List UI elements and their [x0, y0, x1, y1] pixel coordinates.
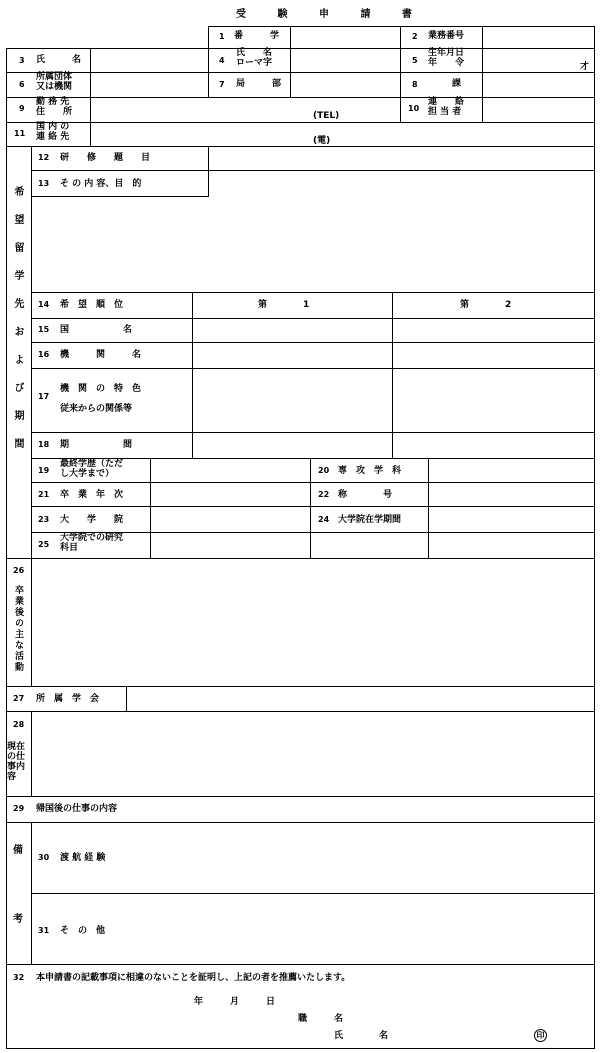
rule	[6, 48, 594, 49]
field-label-contact-sub: 担 当 者	[428, 107, 462, 117]
rule	[482, 26, 483, 122]
rule	[31, 342, 594, 343]
field-label-major: 専 攻 学 科	[338, 466, 402, 476]
rule	[208, 26, 209, 97]
field-label-preference-rank: 希 望 順 位	[60, 300, 124, 310]
rule	[31, 292, 594, 293]
field-label-contact: 連 絡	[428, 97, 465, 107]
field-label-grad-research-subject: 大学院での研究	[60, 533, 124, 543]
field-label-section: 課	[452, 79, 462, 89]
rule	[31, 170, 594, 171]
field-number: 5	[412, 56, 418, 65]
field-number: 3	[19, 56, 25, 65]
field-label-final-education: 最終学歴（ただ	[60, 459, 124, 469]
rule	[6, 122, 594, 123]
rule	[31, 432, 594, 433]
field-number: 29	[13, 804, 25, 813]
field-number: 7	[219, 80, 225, 89]
field-label-institution: 機 関 名	[60, 350, 142, 360]
field-label-age: 年 令	[428, 58, 465, 68]
field-label-current-work: 現在の仕事内容	[7, 742, 26, 782]
rule	[31, 368, 594, 369]
certification-date: 年 月 日	[194, 997, 276, 1007]
field-label-post-graduation-activities: 卒業後の主な活動	[13, 585, 23, 673]
field-number: 11	[14, 129, 26, 138]
field-label-name: 氏 名	[36, 55, 82, 65]
field-label-department: 局 部	[236, 79, 282, 89]
rule	[6, 48, 7, 1048]
field-label-research-topic: 研 修 題 目	[60, 153, 151, 163]
rule	[31, 893, 594, 894]
rule	[6, 822, 594, 823]
rule	[6, 72, 594, 73]
field-label-institution-features: 機 関 の 特 色	[60, 384, 142, 394]
field-number: 14	[38, 300, 50, 309]
field-label-domestic-contact: 国 内 の	[36, 122, 70, 132]
field-number: 20	[318, 466, 330, 475]
field-label-final-education-sub: し大学まで）	[60, 469, 115, 479]
rule	[392, 292, 393, 458]
field-number: 26	[13, 566, 25, 575]
rule	[31, 558, 32, 686]
certifier-name: 氏 名	[334, 1031, 389, 1041]
field-label-content-purpose: そ の 内 容、目 的	[60, 179, 142, 189]
field-number: 31	[38, 926, 50, 935]
field-label-organization: 所属団体	[36, 72, 73, 82]
field-number: 4	[219, 56, 225, 65]
age-unit: 才	[580, 62, 590, 72]
field-number: 21	[38, 490, 50, 499]
field-number: 30	[38, 853, 50, 862]
first-choice-header: 第 1	[258, 300, 310, 310]
field-label-degree: 称 号	[338, 490, 393, 500]
field-label-graduate-school: 大 学 院	[60, 515, 124, 525]
rule	[400, 26, 401, 122]
field-number: 28	[13, 720, 25, 729]
side-label-study-destination: 希望留学先および期間	[12, 186, 23, 466]
rule	[31, 196, 209, 197]
remarks-side-label-bottom: 考	[13, 914, 23, 925]
field-number: 27	[13, 694, 25, 703]
field-label-grad-school-period: 大学院在学期間	[338, 515, 402, 525]
field-label-post-return-work: 帰国後の仕事の内容	[36, 804, 118, 814]
field-number: 22	[318, 490, 330, 499]
field-label-prior-relations: 従来からの関係等	[60, 404, 133, 414]
seal-mark: 印	[534, 1029, 547, 1042]
rule	[6, 964, 594, 965]
field-number: 25	[38, 540, 50, 549]
rule	[208, 146, 209, 170]
field-number: 6	[19, 80, 25, 89]
field-label-organization-sub: 又は機関	[36, 82, 73, 92]
certification-statement: 本申請書の記載事項に相違のないことを証明し、上記の者を推薦いたします。	[36, 973, 351, 983]
rule	[6, 97, 594, 98]
field-label-birthdate: 生年月日	[428, 48, 465, 58]
field-number: 12	[38, 153, 50, 162]
rule	[594, 26, 595, 1048]
field-number: 10	[408, 104, 420, 113]
rule	[31, 711, 32, 796]
field-label-period: 期 間	[60, 440, 133, 450]
rule	[192, 292, 193, 458]
rule	[126, 686, 127, 711]
field-number: 16	[38, 350, 50, 359]
field-label-work-address-sub: 住 所	[36, 107, 73, 117]
rule	[6, 558, 594, 559]
rule	[6, 711, 594, 712]
rule	[31, 318, 594, 319]
field-label-business-number: 業務番号	[428, 31, 465, 41]
field-label-name-roman: 氏 名	[236, 48, 273, 58]
field-label-name-roman-sub: ローマ字	[236, 58, 273, 68]
field-number: 9	[19, 104, 25, 113]
rule	[310, 458, 311, 558]
tel-label: (電)	[313, 136, 331, 146]
field-label-graduation-year: 卒 業 年 次	[60, 490, 124, 500]
second-choice-header: 第 2	[460, 300, 512, 310]
rule	[31, 506, 594, 507]
rule	[6, 686, 594, 687]
field-label-domestic-contact-sub: 連 絡 先	[36, 132, 70, 142]
field-number: 18	[38, 440, 50, 449]
remarks-side-label-top: 備	[13, 845, 23, 856]
certifier-position: 職 名	[298, 1014, 344, 1024]
field-label-grad-research-subject-sub: 科目	[60, 543, 79, 553]
field-number: 8	[412, 80, 418, 89]
rule	[150, 458, 151, 558]
field-number: 23	[38, 515, 50, 524]
rule	[31, 146, 32, 558]
tel-label: (TEL)	[313, 111, 340, 121]
rule	[6, 146, 594, 147]
field-label-travel-experience: 渡 航 経 験	[60, 853, 106, 863]
field-number: 32	[13, 973, 25, 982]
field-number: 2	[412, 32, 418, 41]
field-label-academic-society: 所 属 学 会	[36, 694, 100, 704]
rule	[208, 170, 209, 196]
field-label-work-address: 勤 務 先	[36, 97, 70, 107]
field-number: 19	[38, 466, 50, 475]
rule	[31, 482, 594, 483]
field-label-country: 国 名	[60, 325, 133, 335]
field-number: 15	[38, 325, 50, 334]
field-number: 17	[38, 392, 50, 401]
field-label-seat-number: 番 学	[234, 31, 280, 41]
rule	[6, 1048, 595, 1049]
rule	[6, 796, 594, 797]
rule	[428, 458, 429, 558]
rule	[290, 26, 291, 97]
form-title: 受 験 申 請 書	[236, 9, 426, 20]
rule	[90, 48, 91, 146]
rule	[208, 26, 594, 27]
field-label-other: そ の 他	[60, 926, 106, 936]
field-number: 24	[318, 515, 330, 524]
field-number: 1	[219, 32, 225, 41]
field-number: 13	[38, 179, 50, 188]
